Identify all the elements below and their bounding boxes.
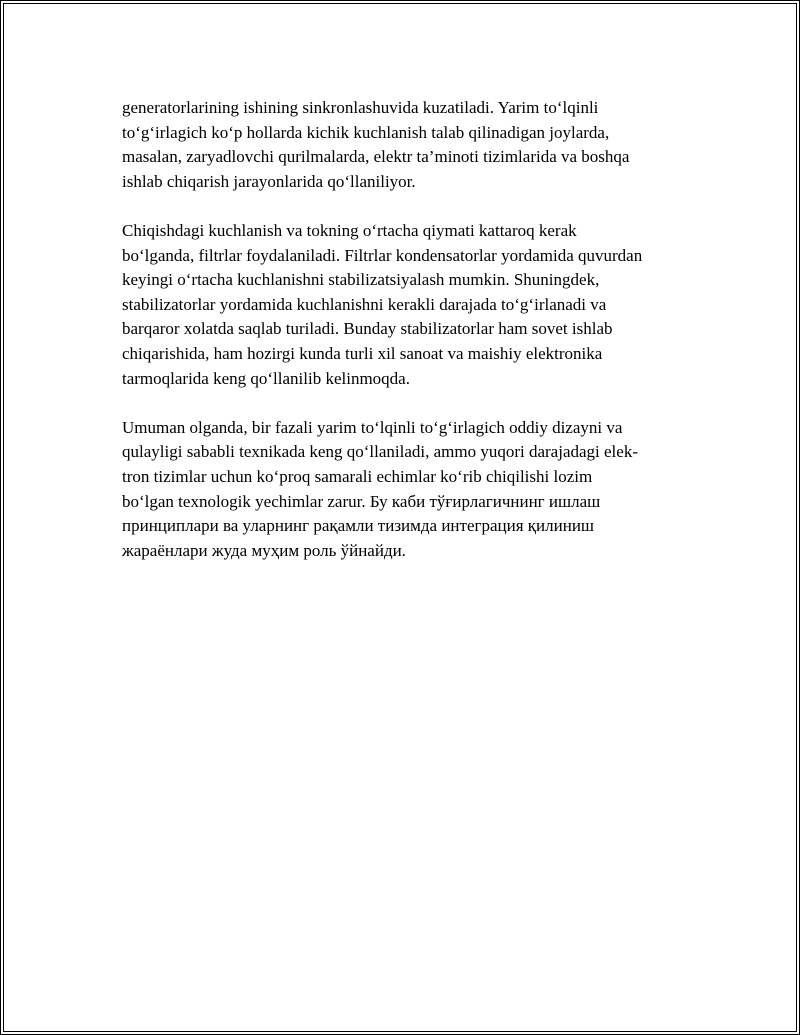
- text-line: qulayligi sababli texnikada keng qo‘llaniladi, ammo yuqori darajadagi elek-: [122, 442, 638, 462]
- text-line: generatorlarining ishining sinkronlashuvida kuzatiladi. Yarim to‘lqinli: [122, 98, 599, 117]
- text-line: bo‘lgan texnologik yechimlar zarur. Бу каби тўғирлагичнинг ишлаш: [122, 491, 601, 511]
- text-line: tarmoqlarida keng qo‘llanilib kelinmoqda.: [122, 368, 410, 388]
- text-line: Umuman olganda, bir fazali yarim to‘lqinli to‘g‘irlagich oddiy dizayni va: [122, 417, 623, 437]
- text-line: bo‘lganda, filtrlar foydalaniladi. Filtrlar kondensatorlar yordamida quvurdan: [122, 245, 643, 265]
- text-line: keyingi o‘rtacha kuchlanishni stabilizatsiyalash mumkin. Shuningdek,: [122, 270, 600, 290]
- text-line: stabilizatorlar yordamida kuchlanishni kerakli darajada to‘g‘irlanadi va: [122, 294, 607, 314]
- document-body: [122, 96, 692, 588]
- text-line: жараёнлари жуда муҳим роль ўйнайди.: [122, 540, 406, 560]
- text-line: принциплари ва уларнинг рақамли тизимда интеграция қилиниш: [122, 516, 595, 536]
- text-line: tron tizimlar uchun ko‘proq samarali echimlar ko‘rib chiqilishi lozim: [122, 466, 593, 486]
- text-line: Chiqishdagi kuchlanish va tokning o‘rtacha qiymati kattaroq kerak: [122, 220, 577, 240]
- text-line: barqaror xolatda saqlab turiladi. Bunday stabilizatorlar ham sovet ishlab: [122, 319, 613, 339]
- text-line: masalan, zaryadlovchi qurilmalarda, elektr ta’minoti tizimlarida va boshqa: [122, 147, 630, 167]
- paragraph-3: [122, 416, 692, 564]
- text-line: ishlab chiqarish jarayonlarida qo‘llaniliyor.: [122, 171, 416, 191]
- text-line: chiqarishida, ham hozirgi kunda turli xil sanoat va maishiy elektronika: [122, 343, 603, 363]
- text-line: to‘g‘irlagich ko‘p hollarda kichik kuchlanish talab qilinadigan joylarda,: [122, 122, 610, 142]
- paragraph-1: [122, 96, 692, 194]
- paragraph-2: [122, 219, 692, 391]
